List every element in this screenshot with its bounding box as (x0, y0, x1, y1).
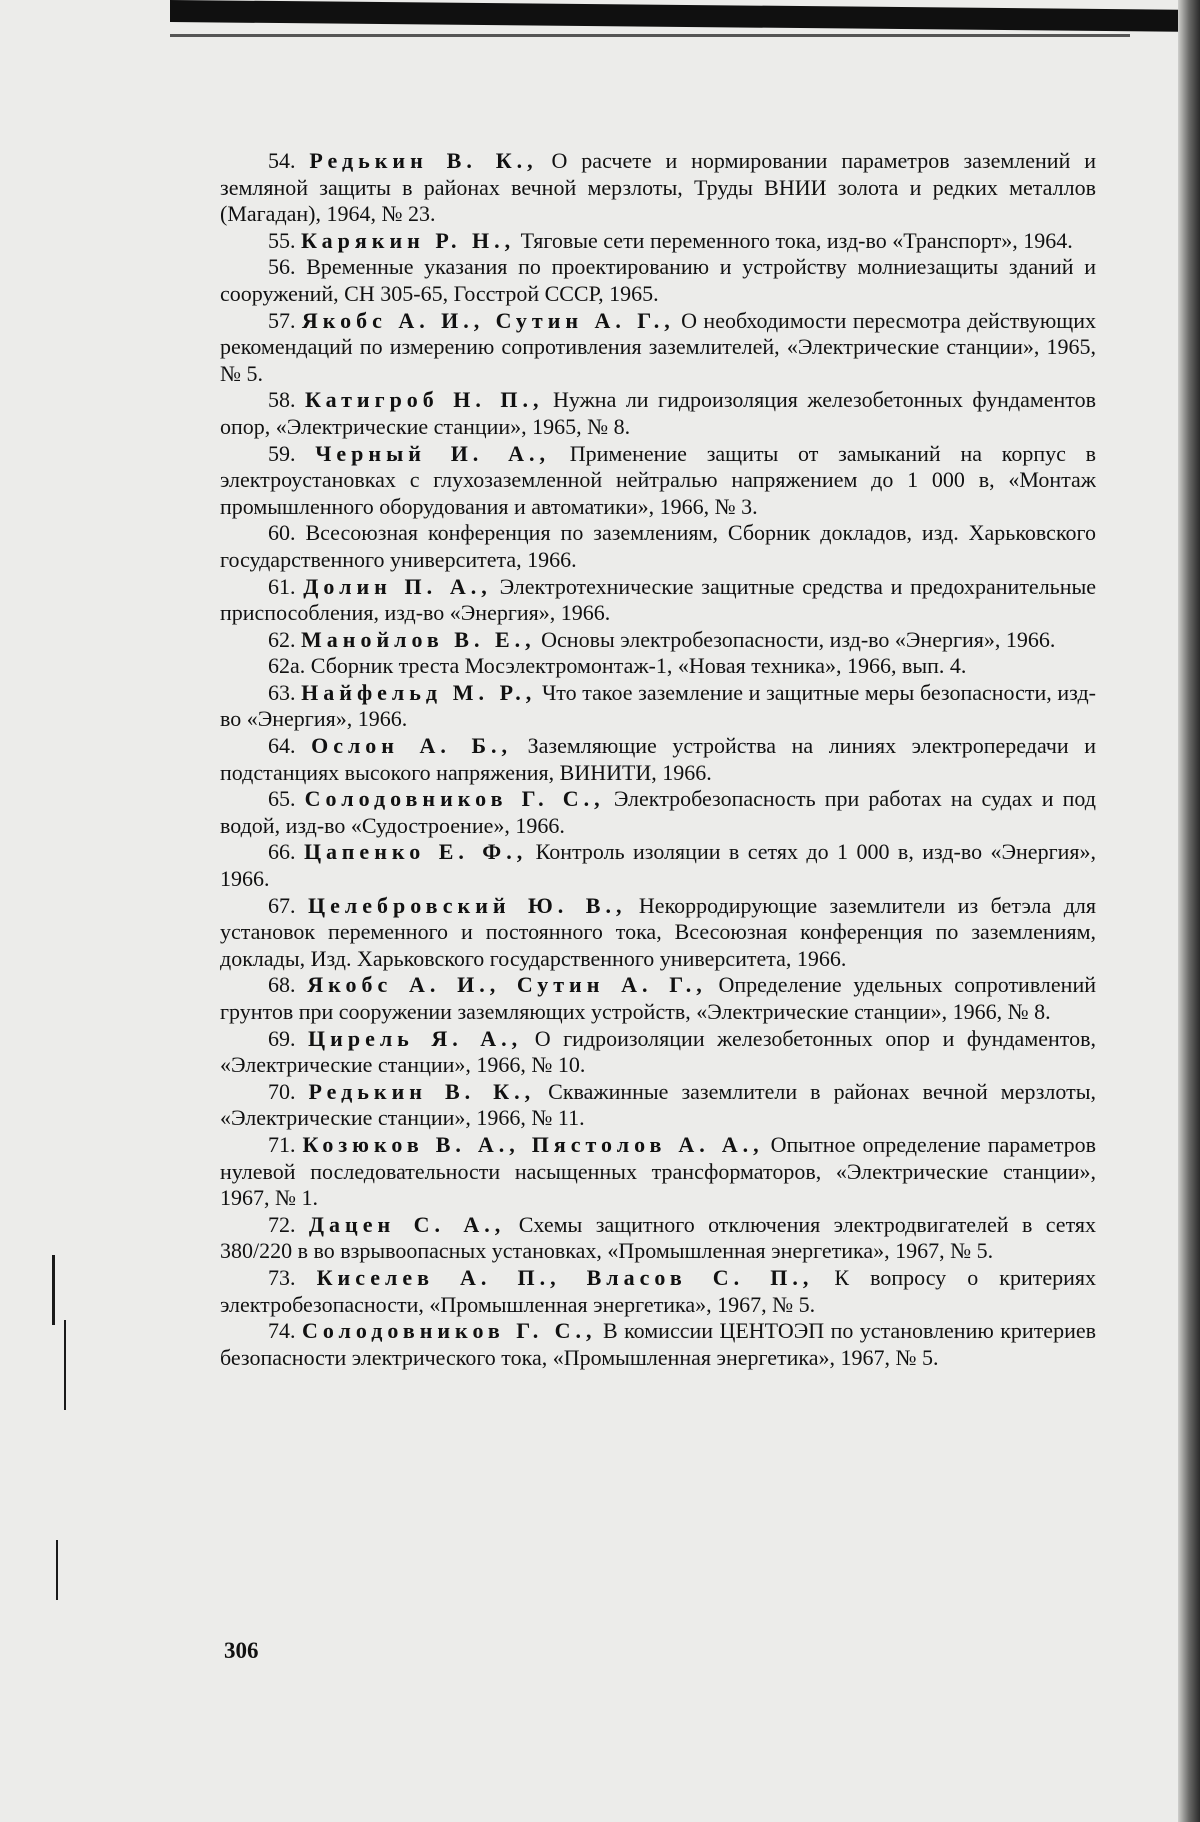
reference-entry (220, 574, 1096, 627)
reference-text: К вопросу о критериях электробезопасности, «Промышленная энергетика», 1967, № 5. (220, 1264, 1097, 1317)
reference-entry (220, 1079, 1096, 1132)
reference-number: 63. (268, 679, 296, 705)
reference-text: Сборник треста Мосэлектромонтаж-1, «Новая техника», 1966, вып. 4. (310, 653, 967, 679)
reference-text: Всесоюзная конференция по заземлениям, Сборник докладов, изд. Харьковского государственного университета, 1966. (220, 520, 1096, 572)
reference-list (220, 148, 1096, 1371)
reference-author: Ослон А. Б., (311, 733, 513, 759)
reference-text: Контроль изоляции в сетях до 1 000 в, изд-во «Энергия», 1966. (220, 839, 1096, 892)
reference-author: Цирель Я. А., (308, 1025, 523, 1051)
reference-entry (220, 972, 1096, 1025)
reference-entry (220, 148, 1096, 228)
reference-number: 65. (268, 786, 296, 812)
reference-number: 70. (268, 1078, 296, 1104)
reference-entry (220, 520, 1096, 573)
reference-number: 69. (268, 1025, 296, 1051)
reference-text: Заземляющие устройства на линиях электропередачи и подстанциях высокого напряжения, ВИНИТИ, 1966. (220, 733, 1097, 785)
reference-entry (220, 786, 1096, 839)
reference-number: 64. (268, 733, 296, 759)
left-margin-mark (52, 1255, 55, 1325)
reference-entry (220, 1026, 1096, 1079)
reference-text: Электробезопасность при работах на судах и под водой, изд-во «Судостроение», 1966. (220, 786, 1096, 838)
reference-text: Схемы защитного отключения электродвигателей в сетях 380/220 в во взрывоопасных установках, «Промышленная энергетика», 1967, № 5. (220, 1211, 1097, 1264)
reference-number: 60. (268, 520, 296, 546)
reference-number: 67. (268, 892, 296, 918)
left-margin-mark (56, 1540, 58, 1600)
reference-text: Тяговые сети переменного тока, изд-во «Транспорт», 1964. (520, 227, 1073, 253)
header-rule (170, 34, 1130, 37)
reference-text: Нужна ли гидроизоляция железобетонных фундаментов опор, «Электрические станции», 1965, № 8. (220, 387, 1097, 439)
reference-number: 61. (268, 573, 296, 599)
reference-number: 62. (268, 626, 296, 652)
reference-text: Опытное определение параметров нулевой последовательности насыщенных трансформаторов, «Электрические станции», 1967, № 1. (220, 1131, 1096, 1211)
reference-text: Временные указания по проектированию и устройству молниезащиты зданий и сооружений, СН 305-65, Госстрой СССР, 1965. (220, 254, 1097, 306)
reference-text: О гидроизоляции железобетонных опор и фундаментов, «Электрические станции», 1966, № 10. (220, 1025, 1096, 1078)
reference-author: Якобс А. И., Сутин А. Г., (301, 307, 675, 333)
reference-entry (220, 1132, 1096, 1212)
reference-entry (220, 387, 1096, 440)
reference-number: 68. (268, 972, 296, 998)
reference-author: Черный И. А., (315, 440, 550, 466)
reference-author: Киселев А. П., Власов С. П., (316, 1264, 814, 1290)
left-margin-mark (64, 1320, 66, 1410)
reference-text: В комиссии ЦЕНТОЭП по установлению критериев безопасности электрического тока, «Промышленная энергетика», 1967, № 5. (220, 1318, 1096, 1370)
reference-author: Долин П. А., (303, 573, 492, 599)
reference-entry (220, 653, 1096, 680)
reference-entry (220, 839, 1096, 892)
reference-text: Скважинные заземлители в районах вечной мерзлоты, «Электрические станции», 1966, № 11. (220, 1078, 1097, 1131)
reference-number: 55. (268, 227, 296, 253)
reference-number: 62а. (268, 653, 306, 679)
reference-entry (220, 680, 1096, 733)
reference-author: Катигроб Н. П., (305, 387, 544, 413)
reference-text: Что такое заземление и защитные меры безопасности, изд-во «Энергия», 1966. (220, 679, 1096, 732)
reference-text: О расчете и нормировании параметров заземлений и земляной защиты в районах вечной мерзлоты, Труды ВНИИ золота и редких металлов (Магадан), 1964, № 23. (220, 148, 1096, 227)
reference-author: Редькин В. К., (309, 148, 538, 173)
page-number: 306 (224, 1638, 259, 1663)
reference-author: Дацен С. А., (308, 1211, 506, 1237)
reference-number: 54. (268, 148, 296, 173)
page-binding-edge (1178, 0, 1200, 1822)
top-edge-rule (170, 0, 1180, 32)
reference-author: Целебровский Ю. В., (307, 892, 627, 918)
reference-number: 58. (268, 387, 296, 413)
reference-author: Якобс А. И., Сутин А. Г., (307, 972, 707, 998)
reference-number: 73. (268, 1264, 296, 1290)
reference-text: Основы электробезопасности, изд-во «Энергия», 1966. (541, 626, 1056, 652)
reference-entry (220, 254, 1096, 307)
reference-number: 66. (268, 839, 296, 865)
reference-number: 71. (268, 1131, 296, 1157)
reference-number: 72. (268, 1211, 296, 1237)
reference-entry (220, 1318, 1096, 1371)
reference-author: Найфельд М. Р., (301, 679, 537, 705)
reference-author: Манойлов В. Е., (301, 626, 536, 652)
reference-number: 57. (268, 307, 296, 333)
reference-number: 56. (268, 254, 296, 280)
reference-author: Солодовников Г. С., (301, 1318, 597, 1344)
reference-entry (220, 893, 1096, 973)
reference-text: Некорродирующие заземлители из бетэла для установок переменного и постоянного тока, Всесоюзная конференция по заземлениям, доклады, Изд. Харьковского государственного университета, 1966. (220, 892, 1097, 971)
reference-author: Цапенко Е. Ф., (303, 839, 528, 865)
reference-entry (220, 228, 1096, 255)
reference-text: Применение защиты от замыканий на корпус в электроустановках с глухозаземленной нейтралью напряжением до 1 000 в, «Монтаж промышленного оборудования и автоматики», 1966, № 3. (220, 440, 1097, 519)
reference-number: 74. (268, 1318, 296, 1344)
reference-entry (220, 733, 1096, 786)
reference-author: Карякин Р. Н., (301, 227, 516, 253)
reference-entry (220, 308, 1096, 388)
reference-text: Определение удельных сопротивлений грунтов при сооружении заземляющих устройств, «Электрические станции», 1966, № 8. (220, 972, 1096, 1024)
reference-text: О необходимости пересмотра действующих рекомендаций по измерению сопротивления заземлителей, «Электрические станции», 1965, № 5. (220, 307, 1096, 386)
reference-author: Солодовников Г. С., (304, 786, 605, 812)
reference-author: Козюков В. А., Пястолов А. А., (302, 1131, 764, 1157)
reference-author: Редькин В. К., (308, 1078, 536, 1104)
reference-text: Электротехнические защитные средства и предохранительные приспособления, изд-во «Энергия», 1966. (220, 573, 1097, 626)
reference-entry (220, 1212, 1096, 1265)
reference-entry (220, 627, 1096, 654)
reference-entry (220, 1265, 1096, 1318)
reference-entry (220, 441, 1096, 521)
reference-number: 59. (268, 440, 296, 466)
